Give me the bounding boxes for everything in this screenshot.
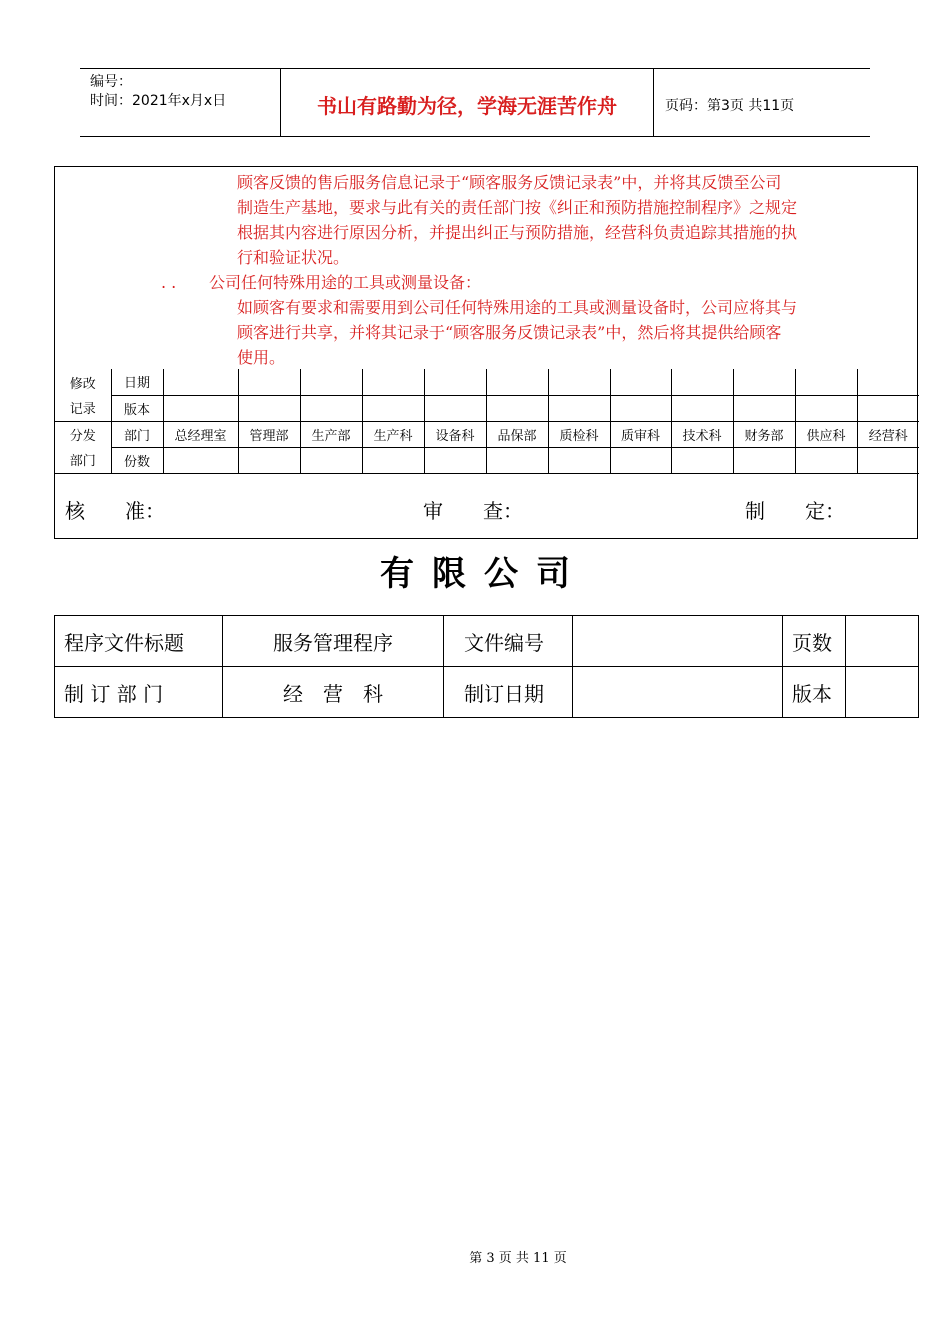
date-label: 制订日期 bbox=[444, 667, 573, 718]
cell bbox=[548, 369, 610, 395]
page-footer: 第 3 页 共 11 页 bbox=[469, 1251, 567, 1266]
cell bbox=[548, 395, 610, 421]
item-title: 公司任何特殊用途的工具或测量设备： bbox=[209, 273, 482, 292]
cell bbox=[486, 369, 548, 395]
text-line: 如顾客有要求和需要用到公司任何特殊用途的工具或测量设备时，公司应将其与 bbox=[237, 298, 798, 317]
cell bbox=[163, 447, 238, 473]
cell bbox=[610, 447, 671, 473]
cell bbox=[795, 447, 857, 473]
cell bbox=[238, 395, 300, 421]
doc-time-label: 时间：2021年x月x日 bbox=[90, 93, 227, 109]
approve-label: 核 准： bbox=[65, 499, 165, 523]
revision-distribution-table bbox=[55, 369, 919, 474]
title-value: 服务管理程序 bbox=[223, 616, 444, 667]
cell bbox=[610, 395, 671, 421]
revision-label-bottom: 记录 bbox=[55, 395, 111, 421]
doc-number-label: 编号： bbox=[90, 74, 132, 90]
page-header bbox=[80, 68, 870, 137]
version-value bbox=[846, 667, 919, 718]
document-info-table bbox=[54, 615, 919, 718]
text-line: 使用。 bbox=[237, 348, 286, 367]
dept-cell: 设备科 bbox=[424, 421, 486, 447]
cell bbox=[300, 369, 362, 395]
title-label: 程序文件标题 bbox=[55, 616, 223, 667]
cell bbox=[362, 447, 424, 473]
dept-cell: 生产科 bbox=[362, 421, 424, 447]
cell bbox=[424, 395, 486, 421]
cell bbox=[857, 447, 919, 473]
dept-label: 制 订 部 门 bbox=[55, 667, 223, 718]
version-label: 版本 bbox=[783, 667, 846, 718]
text-line: 顾客进行共享，并将其记录于“顾客服务反馈记录表”中，然后将其提供给顾客 bbox=[237, 323, 782, 342]
cell bbox=[671, 395, 733, 421]
cell bbox=[733, 369, 795, 395]
revision-version-label: 版本 bbox=[111, 395, 163, 421]
cell bbox=[424, 369, 486, 395]
cell bbox=[486, 395, 548, 421]
cell bbox=[362, 395, 424, 421]
cell bbox=[795, 369, 857, 395]
number-value bbox=[573, 616, 783, 667]
company-title: 有限公司 bbox=[380, 554, 588, 594]
prepare-label: 制 定： bbox=[745, 499, 845, 523]
cell bbox=[362, 369, 424, 395]
dept-cell: 总经理室 bbox=[163, 421, 238, 447]
dept-cell: 品保部 bbox=[486, 421, 548, 447]
text-line: 行和验证状况。 bbox=[237, 248, 350, 267]
text-line: 制造生产基地，要求与此有关的责任部门按《纠正和预防措施控制程序》之规定 bbox=[237, 198, 798, 217]
cell bbox=[548, 447, 610, 473]
header-motto: 书山有路勤为径，学海无涯苦作舟 bbox=[281, 69, 654, 136]
revision-date-label: 日期 bbox=[111, 369, 163, 395]
dept-cell: 生产部 bbox=[300, 421, 362, 447]
header-meta bbox=[80, 69, 281, 136]
cell bbox=[163, 395, 238, 421]
cell bbox=[671, 369, 733, 395]
review-label: 审 查： bbox=[423, 499, 523, 523]
cell bbox=[857, 395, 919, 421]
number-label: 文件编号 bbox=[444, 616, 573, 667]
distribution-label-bottom: 部门 bbox=[55, 447, 111, 473]
text-line: 根据其内容进行原因分析，并提出纠正与预防措施，经营科负责追踪其措施的执 bbox=[237, 223, 798, 242]
paragraph-feedback-record bbox=[237, 170, 797, 270]
cell bbox=[733, 395, 795, 421]
cell bbox=[424, 447, 486, 473]
date-value bbox=[573, 667, 783, 718]
cell bbox=[163, 369, 238, 395]
dept-cell: 技术科 bbox=[671, 421, 733, 447]
paragraph-special-tools bbox=[237, 295, 797, 370]
cell bbox=[671, 447, 733, 473]
dept-cell: 管理部 bbox=[238, 421, 300, 447]
revision-label-top: 修改 bbox=[55, 369, 111, 395]
pages-value bbox=[846, 616, 919, 667]
dept-cell: 经营科 bbox=[857, 421, 919, 447]
distribution-dept-label: 部门 bbox=[111, 421, 163, 447]
cell bbox=[238, 447, 300, 473]
pages-label: 页数 bbox=[783, 616, 846, 667]
cell bbox=[238, 369, 300, 395]
dept-cell: 财务部 bbox=[733, 421, 795, 447]
cell bbox=[486, 447, 548, 473]
header-page-info: 页码：第3页 共11页 bbox=[665, 97, 795, 114]
text-line: 顾客反馈的售后服务信息记录于“顾客服务反馈记录表”中，并将其反馈至公司 bbox=[237, 173, 782, 192]
dept-cell: 质审科 bbox=[610, 421, 671, 447]
cell bbox=[857, 369, 919, 395]
cell bbox=[300, 395, 362, 421]
dept-cell: 质检科 bbox=[548, 421, 610, 447]
signoff-row bbox=[55, 477, 917, 539]
dept-value: 经 营 科 bbox=[223, 667, 444, 718]
cell bbox=[300, 447, 362, 473]
cell bbox=[733, 447, 795, 473]
cell bbox=[795, 395, 857, 421]
dept-cell: 供应科 bbox=[795, 421, 857, 447]
distribution-label-top: 分发 bbox=[55, 421, 111, 447]
cell bbox=[610, 369, 671, 395]
distribution-copies-label: 份数 bbox=[111, 447, 163, 473]
procedure-body-box bbox=[54, 166, 918, 539]
item-marker: . . bbox=[161, 273, 177, 292]
